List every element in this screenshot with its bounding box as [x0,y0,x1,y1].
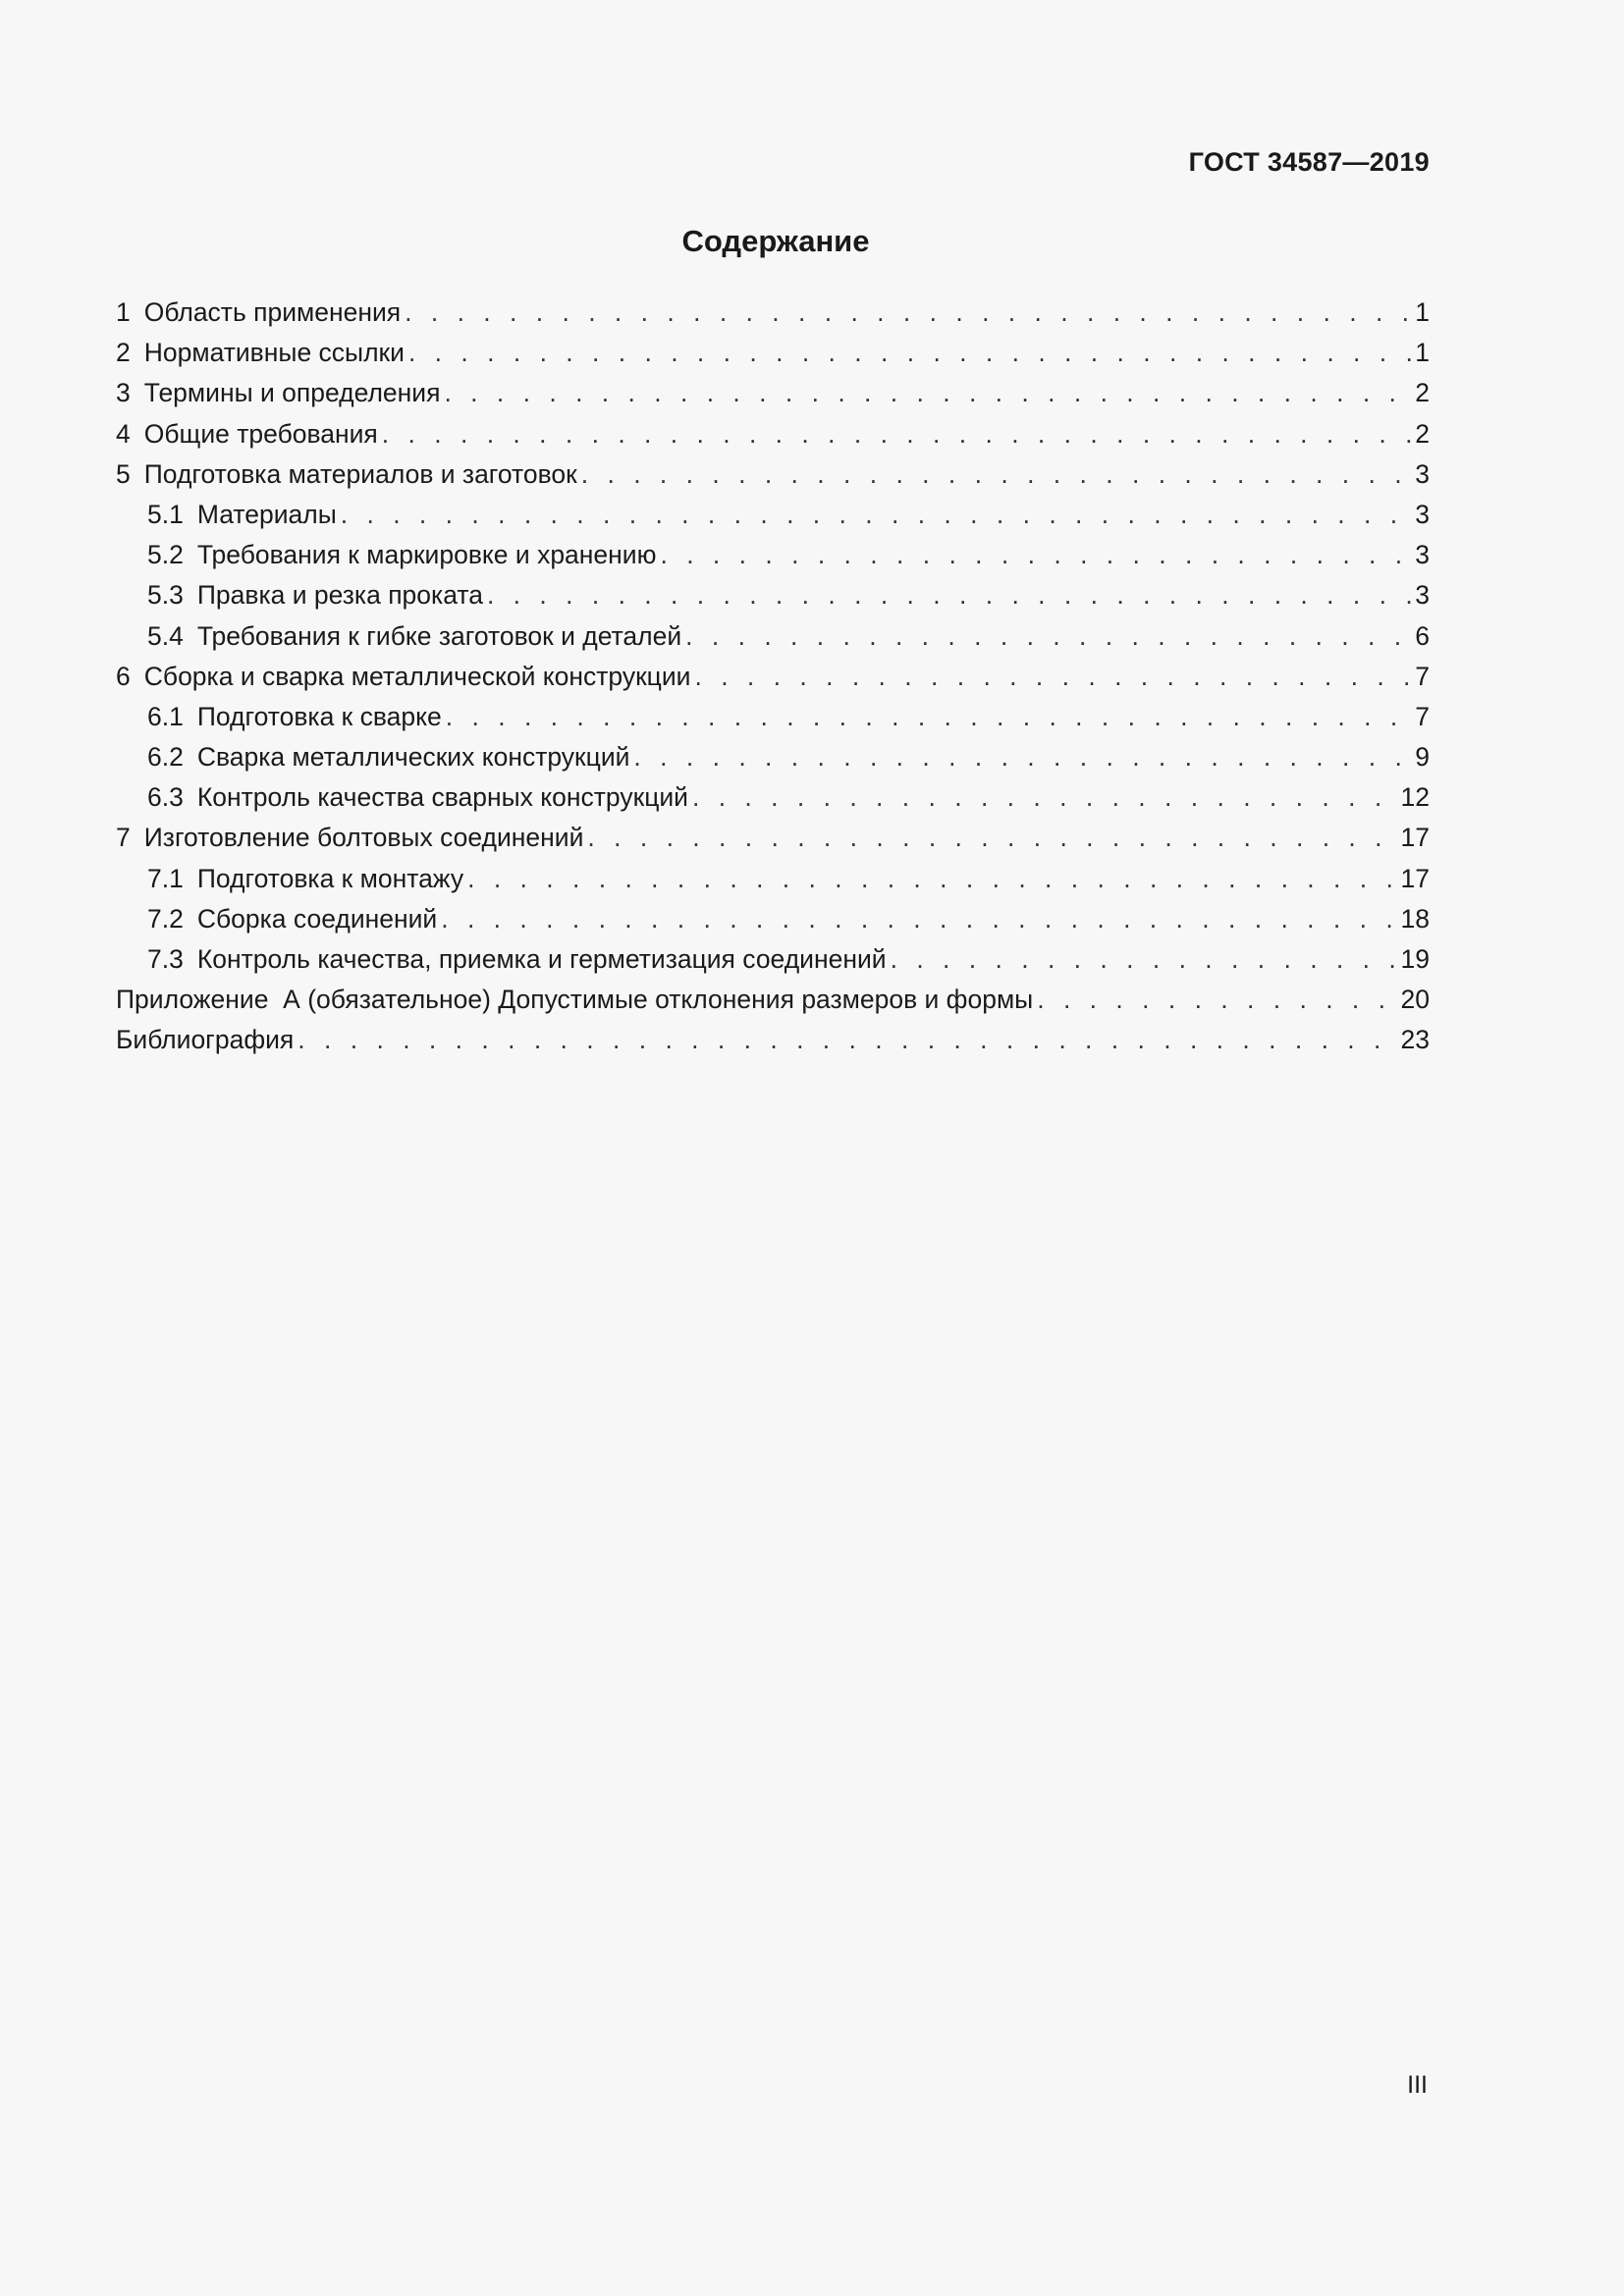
toc-leader-dots [692,777,1397,818]
toc-entry-title: Контроль качества, приемка и герметизация соединений [196,944,887,974]
toc-entry-title: Изготовление болтовых соединений [143,823,584,853]
toc-entry-title: Контроль качества сварных конструкций [196,782,688,813]
toc-leader-dots [467,859,1396,899]
toc-entry-5-1[interactable] [116,495,1430,535]
toc-entry-title: Библиография [116,1025,295,1055]
toc-leader-dots [405,293,1411,333]
toc-entry-number: 5.4 [147,620,184,651]
toc-entry-page: 7 [1415,661,1430,691]
toc-entry-title: Подготовка материалов и заготовок [143,458,577,489]
toc-entry-number: 6 [116,661,131,691]
toc-entry-title: Подготовка к сварке [196,701,442,731]
toc-entry-7-1[interactable] [116,859,1430,899]
toc-entry-title: Сборка и сварка металлической конструкции [143,661,691,691]
toc-entry-page: 12 [1400,782,1430,813]
toc-entry-page: 1 [1415,338,1430,368]
toc-entry-title: Сварка металлических конструкций [196,742,630,773]
toc-entry-bibliography[interactable] [116,1020,1430,1060]
toc-entry-3[interactable] [116,373,1430,413]
table-of-contents [116,293,1430,1061]
toc-entry-page: 19 [1400,944,1430,974]
toc-entry-title: Правка и резка проката [196,580,483,611]
toc-leader-dots [694,657,1411,697]
toc-entry-title: Сборка соединений [196,903,438,934]
toc-leader-dots [685,616,1411,657]
toc-entry-5[interactable] [116,454,1430,495]
toc-entry-title: Приложение А (обязательное) Допустимые отклонения размеров и формы [116,985,1034,1015]
toc-entry-number: 5.2 [147,540,184,570]
toc-entry-number: 3 [116,378,131,408]
toc-leader-dots [633,737,1411,777]
toc-entry-number: 7 [116,823,131,853]
toc-entry-title: Область применения [143,297,402,327]
toc-entry-page: 17 [1400,823,1430,853]
toc-leader-dots [444,373,1411,413]
toc-entry-5-2[interactable] [116,535,1430,575]
toc-entry-page: 3 [1415,540,1430,570]
toc-leader-dots [487,575,1411,615]
toc-entry-title: Термины и определения [143,378,441,408]
toc-leader-dots [587,818,1396,858]
toc-entry-page: 20 [1400,985,1430,1015]
toc-entry-page: 9 [1415,742,1430,773]
toc-leader-dots [441,899,1396,939]
toc-entry-5-4[interactable] [116,616,1430,657]
toc-leader-dots [341,495,1412,535]
toc-entry-page: 3 [1415,458,1430,489]
toc-entry-appendix-a[interactable] [116,980,1430,1020]
toc-entry-page: 18 [1400,903,1430,934]
toc-entry-page: 6 [1415,620,1430,651]
toc-entry-1[interactable] [116,293,1430,333]
toc-leader-dots [446,697,1411,737]
toc-entry-title: Требования к маркировке и хранению [196,540,657,570]
toc-entry-7[interactable] [116,818,1430,858]
toc-entry-title: Общие требования [143,418,378,449]
toc-leader-dots [382,414,1411,454]
toc-entry-number: 6.3 [147,782,184,813]
toc-entry-title: Материалы [196,499,337,529]
toc-entry-number: 5 [116,458,131,489]
page-number: III [1407,2071,1428,2099]
toc-entry-5-3[interactable] [116,575,1430,615]
toc-entry-title: Подготовка к монтажу [196,863,464,893]
toc-title: Содержание [681,224,870,258]
toc-entry-page: 23 [1400,1025,1430,1055]
toc-entry-number: 2 [116,338,131,368]
toc-entry-number: 1 [116,297,131,327]
toc-entry-4[interactable] [116,414,1430,454]
toc-entry-7-3[interactable] [116,939,1430,980]
toc-entry-page: 3 [1415,580,1430,611]
toc-entry-number: 4 [116,418,131,449]
toc-leader-dots [660,535,1411,575]
toc-entry-page: 3 [1415,499,1430,529]
toc-entry-7-2[interactable] [116,899,1430,939]
toc-entry-title: Требования к гибке заготовок и деталей [196,620,682,651]
toc-entry-number: 5.1 [147,499,184,529]
toc-entry-number: 6.2 [147,742,184,773]
toc-entry-number: 7.2 [147,903,184,934]
toc-entry-page: 7 [1415,701,1430,731]
toc-entry-page: 1 [1415,297,1430,327]
toc-leader-dots [891,939,1397,980]
toc-entry-2[interactable] [116,333,1430,373]
toc-leader-dots [1037,980,1396,1020]
toc-leader-dots [581,454,1412,495]
toc-entry-6[interactable] [116,657,1430,697]
toc-entry-page: 2 [1415,418,1430,449]
toc-entry-number: 5.3 [147,580,184,611]
toc-entry-number: 7.1 [147,863,184,893]
document-code: ГОСТ 34587—2019 [1188,147,1430,177]
toc-entry-number: 6.1 [147,701,184,731]
toc-leader-dots [298,1020,1396,1060]
toc-entry-6-3[interactable] [116,777,1430,818]
toc-entry-title: Нормативные ссылки [143,338,405,368]
toc-leader-dots [408,333,1411,373]
toc-entry-6-1[interactable] [116,697,1430,737]
toc-entry-6-2[interactable] [116,737,1430,777]
toc-entry-page: 2 [1415,378,1430,408]
toc-entry-page: 17 [1400,863,1430,893]
toc-entry-number: 7.3 [147,944,184,974]
